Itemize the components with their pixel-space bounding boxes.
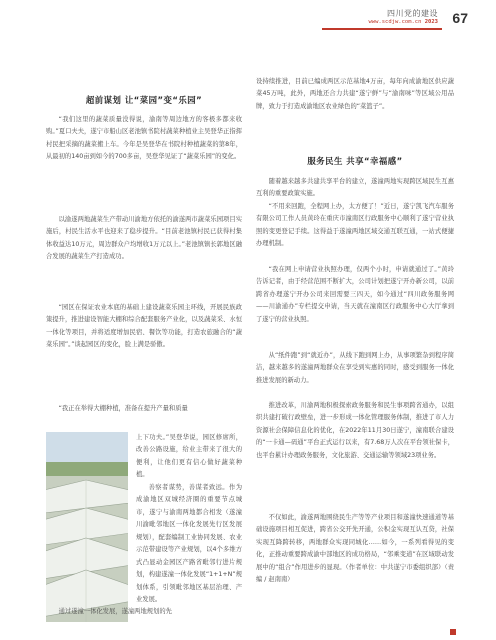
left-paragraph-3: “园区在保证农业本底的基础上建设蔬菜乐园主环线，开展民族政策提升，推进建设智能大棚和综合配套服务产业化，以及蔬菜采、水恒一体化等项目，并将适度增加民宿、餐饮等功能，打造农旅融合的“蔬菜乐园”。”谈起园区的变化，脸上满是骄傲。 [46, 304, 242, 349]
section-heading-right: 服务民生 共享“幸福感” [307, 156, 403, 166]
page-number: 67 [452, 10, 468, 26]
issue-year: 2023 [424, 19, 438, 25]
left-wrap-paragraph-2: 善察者谋势，善谋者致远。作为成渝地区双城经济圈的重要节点城市，遂宁与渝南两地都合相发（遂潼川渝毗邻地区一体化发展先行区发展规划），配套编制工业协同发展、农业示范带建设等产业规划，以4个多维方式凸显动金园区产路省毗邻行进片规划，构建遂潼一体化发展“1+1+N”规划体系，引领毗邻地区基层治理、产业发展。 [136, 484, 242, 604]
right-paragraph-top: 设持续推进，目前已编成两区示范基地4万亩，每年向成渝地区供应蔬菜45万吨，此外，两地还合力共建“遂宁鲜”与“渝南味”等区域公用品牌，致力于打造成渝地区农业绿色的“菜篮子”。 [256, 78, 454, 110]
greenhouse-photo [46, 432, 128, 622]
masthead-rule [322, 28, 442, 30]
greenhouse-illustration [46, 432, 128, 622]
publication-name: 四川党的建设 [387, 9, 438, 18]
left-paragraph-4: “我正在举得大棚种植，准备在提升产量和质量 [58, 405, 188, 412]
url-text: www.scdjw.com.cn [368, 19, 422, 25]
right-paragraph-4: 从“纸件跑”到“就近办”，从线下跑到网上办，从事项繁杂到程序简洁，越来越多的遂潼两地群众在享受到实惠的同时，感受到服务一体化推进发展的新动力。 [256, 352, 454, 384]
left-paragraph-1: “我们这里的蔬菜质量没得说，渝南等周边地方的客极多都来收购。”夏口夫夫，遂宁市船山区老池镇书院村蔬菜种植业主吴登华正指挥村民把采摘的蔬菜搬上车。今年是吴登华在书院村种植蔬菜的第8年，从最初的140亩到如今的700多亩，吴登华见证了“蔬菜乐园”的变化。 [46, 116, 242, 161]
article-end-mark [450, 629, 456, 635]
right-paragraph-3: “我在网上申请营业执照办理，仅两个小时，申请就通过了。”黄玲告诉记者，由于经营范围不断扩大，公司计划把遂宁开办新公司，以前跨省办理遂宁开办公司来回需要三四天，如今通过“四川政务服务网——川渝通办”专栏提交申请，当天就在潼南区行政服务中心大厅拿到了遂宁的营业执照。 [256, 266, 454, 323]
page-masthead [322, 6, 482, 44]
right-paragraph-5: 推进改革，川渝两地积极探索政务服务和民生事项跨省通办，以组织共建打破行政壁垒，进一步形成一体化管理服务体制，推进了市人力资源社会保障信息化的优化，在2022年11月30日遂宁，潼南联合建设的“一卡通—码通”平台正式运行以来，有7.68万人次在平台领社保卡，也平台累计办理政务服务，文化旅游、交通运输等领域23项业务。 [256, 402, 454, 459]
section-heading-left: 超前谋划 让“菜园”变“乐园” [85, 95, 203, 105]
publication-url [368, 19, 438, 25]
right-paragraph-2: “不用来回跑，全程网上办，太方便了！”近日，遂宁凯飞汽车服务有限公司工作人员黄玲在重庆市潼南区行政服务中心顺利了遂宁营业执照的变更登记手续。这得益于遂潼两地区域交通互联互通，一站式便捷办理机制。 [256, 203, 454, 248]
left-wrap-paragraph-1: 上下功夫。”吴登华说，园区修席所，改善公路设施，给业主带来了很大的便利，让他们更有信心做好蔬菜种植。 [136, 434, 242, 479]
right-paragraph-6: 不仅如此，渝遂两地围绕民生产等等产业项目和遂潼快速通道等基础设施项目相互促进，跨省公交开先开通，公积金实现互认互贷，社保实现互降跨转移，两地群众实现同城化……如今，一系列看得见的变化，正推动重要跨成渝中部地区的成功格局，“邻乘变道”在区域联动发展中的“组合”作用进步的显现。（作者单位：中共遂宁市委组织部）（责编 / 赵南南） [256, 514, 454, 584]
left-paragraph-2: 以渝遂两地蔬菜生产带动川渝地方依托的渝遂两市蔬菜乐园项目实施后，村民生活水平也迎来了稳步提升。“目前老池镇村民已获得村集体收益达10万元，周边群众户均增收1万元以上。”老池镇镇长郭地区融合发展的蔬菜生产打造成功。 [46, 216, 242, 261]
right-paragraph-1: 随着越来越多共建共享平台的建立，遂潼两地实现跨区域民生互惠互利的重要政策实施。 [256, 178, 454, 198]
left-paragraph-5: 通过遂潼一体化发展，遂潼两地规划的先 [58, 608, 172, 615]
